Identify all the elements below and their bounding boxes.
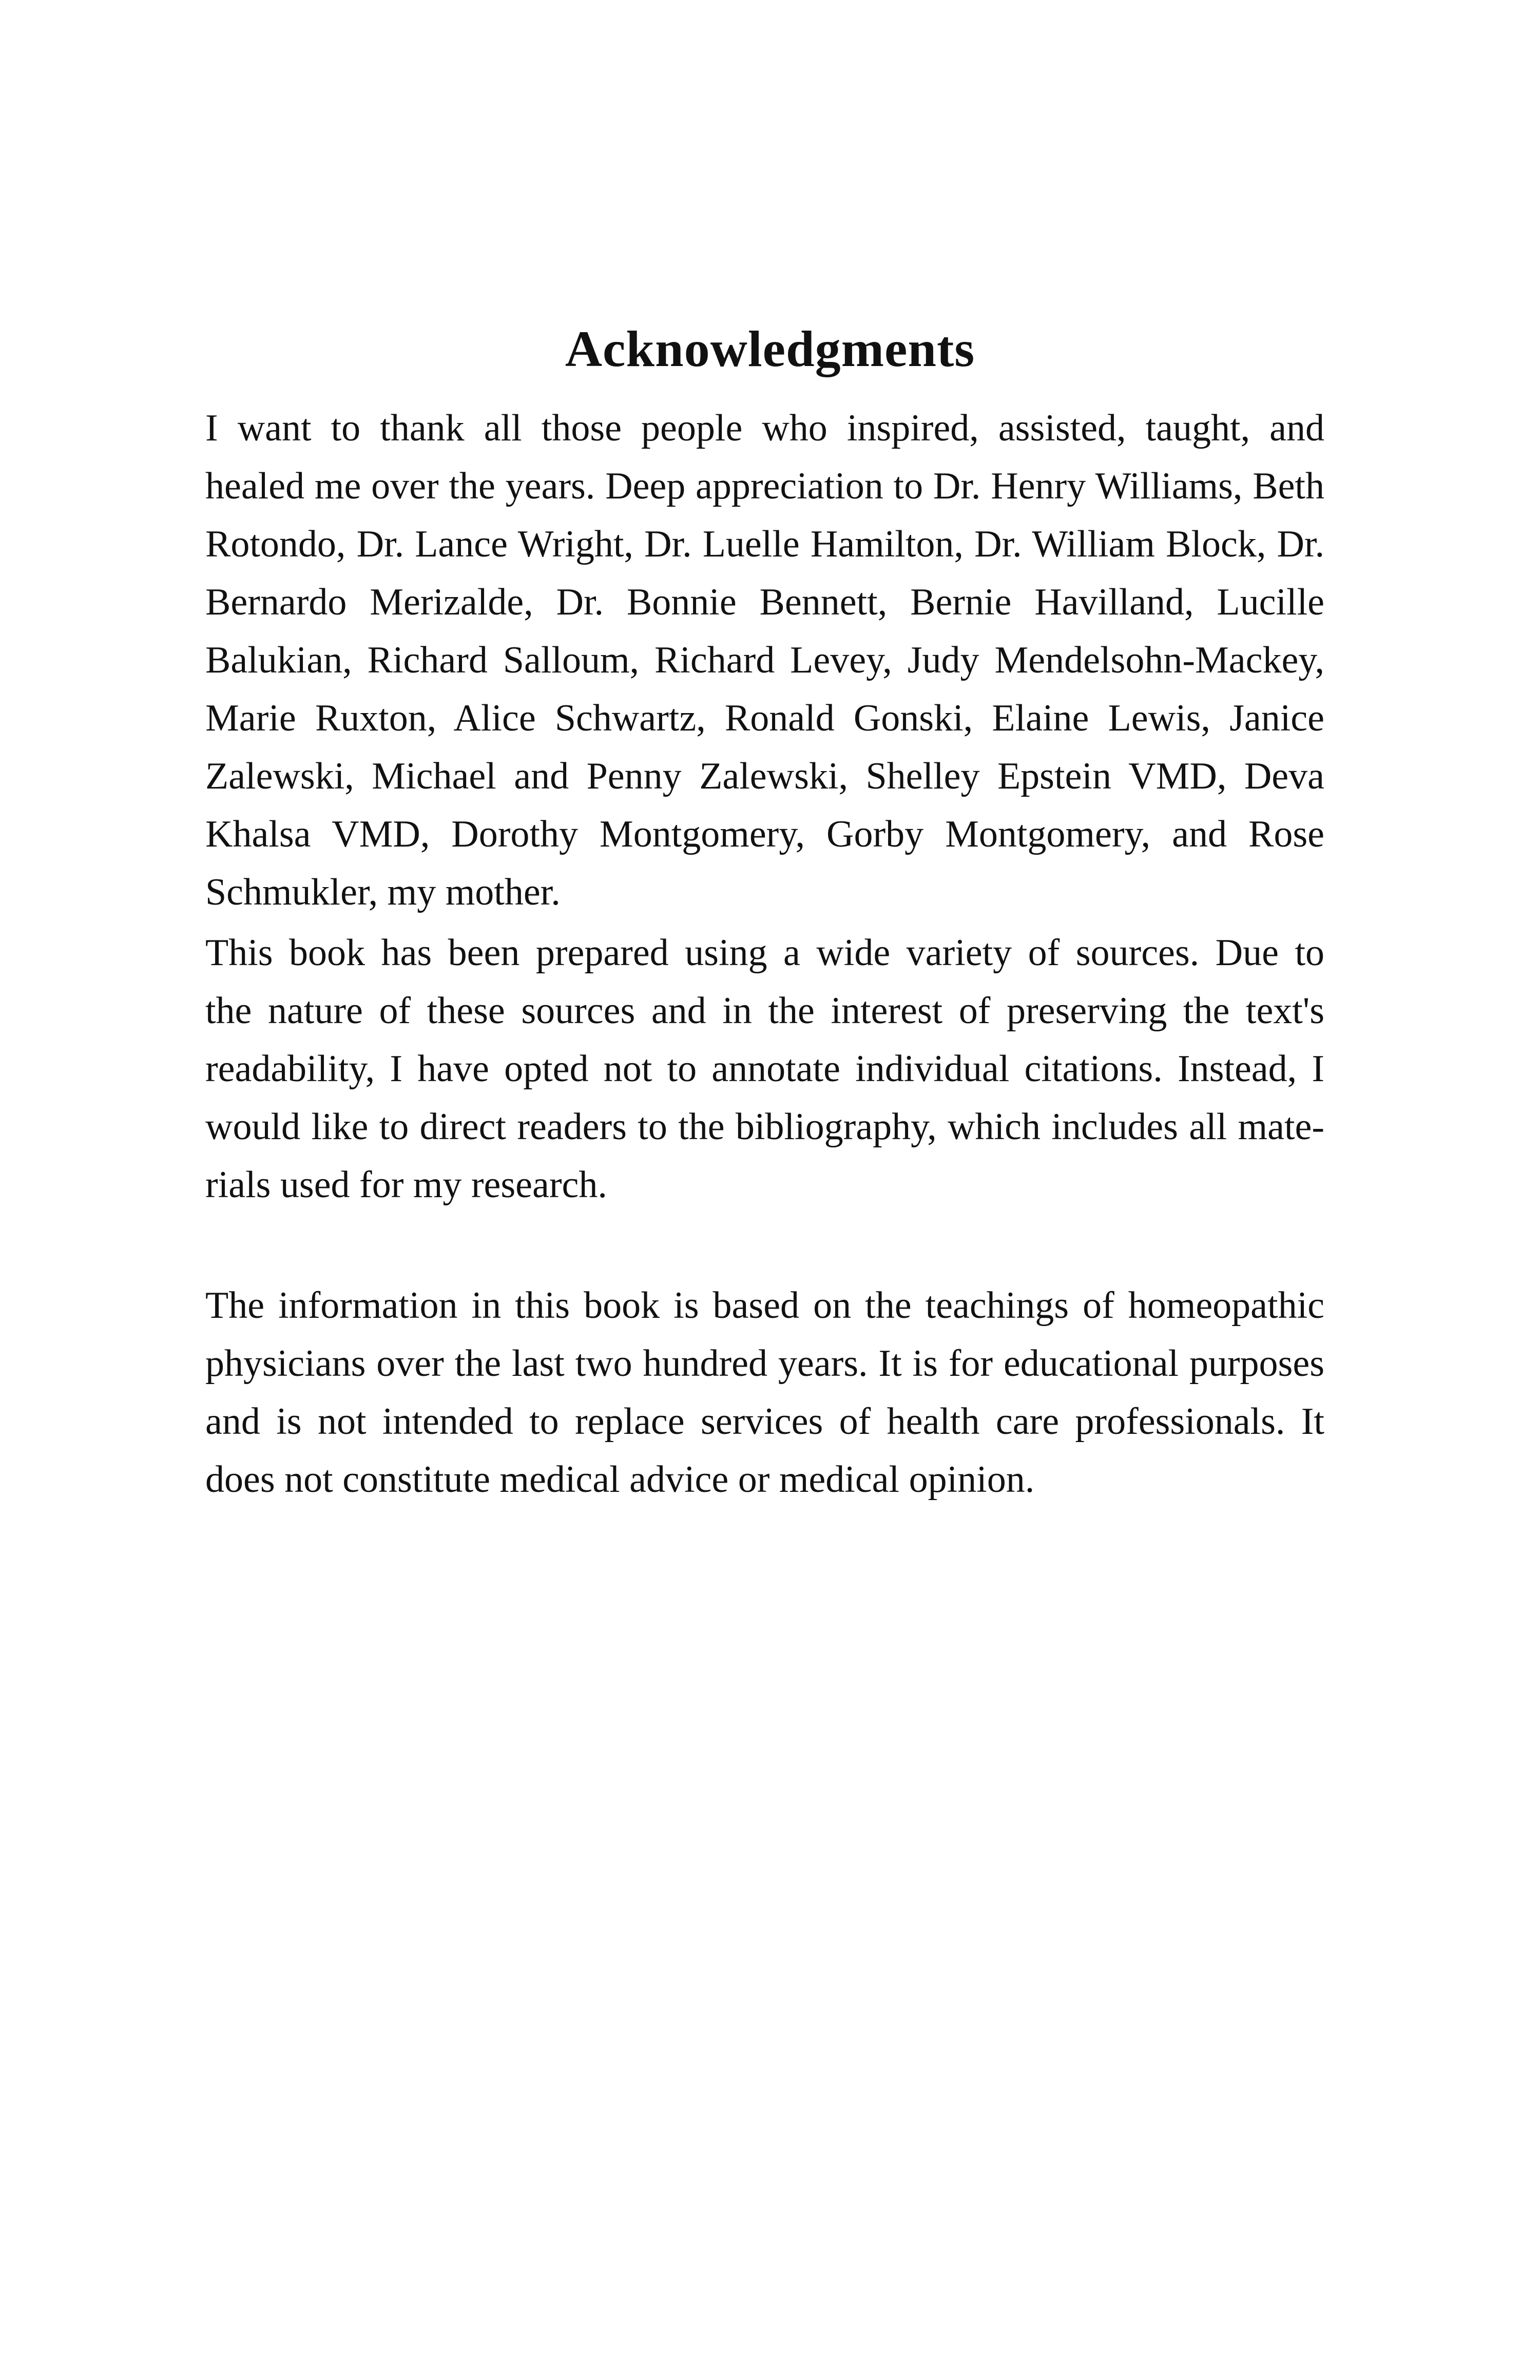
text-line: and is not intended to replace services of health care professionals. It bbox=[205, 1400, 1324, 1443]
page-title: Acknowledgments bbox=[565, 320, 975, 377]
text-line: physicians over the last two hundred years. It is for educational purposes bbox=[205, 1342, 1324, 1385]
text-line: Zalewski, Michael and Penny Zalewski, Shelley Epstein VMD, Deva bbox=[205, 755, 1324, 797]
text-line: I want to thank all those people who inspired, assisted, taught, and bbox=[205, 407, 1324, 449]
sources-paragraph bbox=[205, 924, 1324, 1214]
text-line: does not constitute medical advice or medical opinion. bbox=[205, 1458, 1035, 1501]
text-line: the nature of these sources and in the interest of preserving the text's bbox=[205, 990, 1324, 1032]
text-line: Balukian, Richard Salloum, Richard Levey, Judy Mendelsohn-Mackey, bbox=[205, 639, 1324, 681]
acknowledgments-paragraph bbox=[205, 399, 1324, 922]
text-line: Marie Ruxton, Alice Schwartz, Ronald Gonski, Elaine Lewis, Janice bbox=[205, 697, 1324, 739]
text-line: Schmukler, my mother. bbox=[205, 871, 561, 913]
text-line: healed me over the years. Deep appreciation to Dr. Henry Williams, Beth bbox=[205, 465, 1324, 507]
text-line: Bernardo Merizalde, Dr. Bonnie Bennett, Bernie Havilland, Lucille bbox=[205, 581, 1324, 623]
text-line: Khalsa VMD, Dorothy Montgomery, Gorby Montgomery, and Rose bbox=[205, 813, 1324, 855]
text-line: would like to direct readers to the bibliography, which includes all mate- bbox=[205, 1106, 1324, 1148]
disclaimer-paragraph bbox=[205, 1277, 1324, 1509]
text-line: The information in this book is based on the teachings of homeopathic bbox=[205, 1284, 1324, 1327]
text-line: rials used for my research. bbox=[205, 1164, 607, 1206]
text-line: This book has been prepared using a wide variety of sources. Due to bbox=[205, 932, 1324, 974]
text-line: readability, I have opted not to annotate individual citations. Instead, I bbox=[205, 1048, 1324, 1090]
text-line: Rotondo, Dr. Lance Wright, Dr. Luelle Hamilton, Dr. William Block, Dr. bbox=[205, 523, 1324, 565]
